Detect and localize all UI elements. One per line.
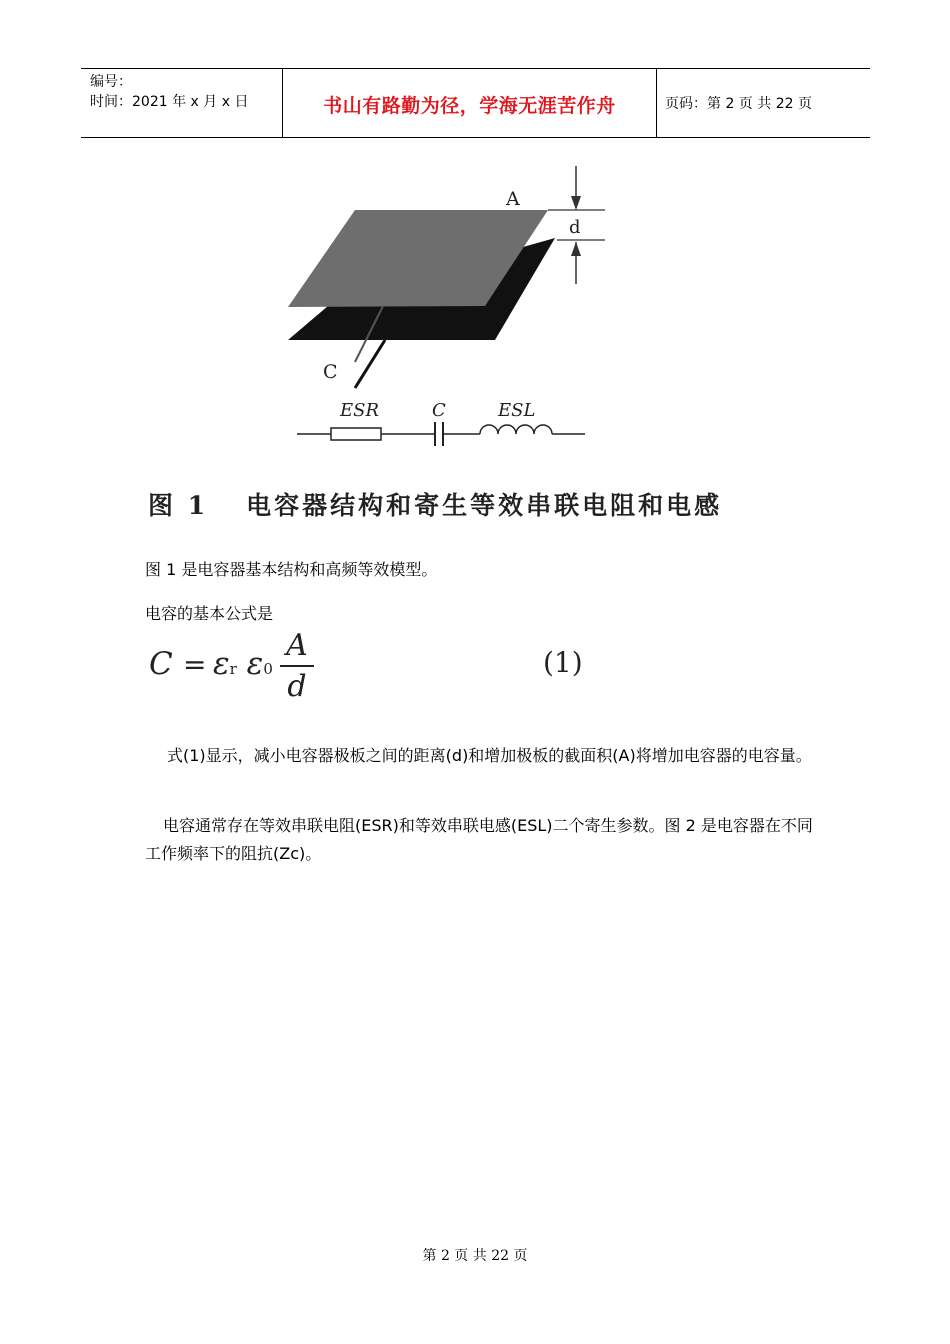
header-motto-cell (282, 69, 657, 137)
doc-time-label: 时间：2021 年 x 月 x 日 (90, 94, 249, 110)
esr-label: ESR (340, 400, 380, 421)
label-distance: d (569, 217, 581, 238)
formula-numerator: A (286, 628, 308, 663)
formula-equals: = (183, 648, 207, 681)
header-page-label: 页码：第 2 页 共 22 页 (665, 96, 812, 112)
page-header (81, 68, 870, 138)
header-page-cell (656, 69, 870, 137)
paragraph-2: 电容的基本公式是 (145, 604, 274, 623)
formula-number: (1) (543, 646, 583, 679)
capacitor-figure (145, 150, 750, 540)
header-motto: 书山有路勤为径，学海无涯苦作舟 (323, 95, 616, 117)
capacitor-diagram (145, 150, 750, 540)
circuit-c-label: C (432, 400, 446, 421)
resistor-symbol (331, 428, 381, 440)
label-area: A (506, 188, 520, 210)
formula-denominator: d (287, 669, 307, 704)
esl-label: ESL (498, 400, 536, 421)
paragraph-1: 图 1 是电容器基本结构和高频等效模型。 (145, 560, 438, 579)
formula-fraction (280, 628, 314, 704)
inductor-symbol (480, 425, 552, 434)
figure-caption-number: 图 1 (148, 491, 209, 520)
figure-caption-text: 电容器结构和寄生等效串联电阻和电感 (246, 491, 723, 520)
figure-caption (148, 486, 722, 522)
formula-lhs: C (149, 646, 173, 682)
page-footer: 第 2 页 共 22 页 (422, 1248, 528, 1264)
doc-number-label: 编号： (90, 74, 132, 90)
bottom-plate-lead (355, 340, 385, 388)
paragraph-3: 式(1)显示，减小电容器极板之间的距离(d)和增加极板的截面积(A)将增加电容器的电容量。 (167, 746, 812, 765)
paragraph-4: 电容通常存在等效串联电阻(ESR)和等效串联电感(ESL)二个寄生参数。图 2 是电容器在不同工作频率下的阻抗(Zc)。 (145, 816, 813, 863)
formula-epsilon-terms: εr ε0 (213, 646, 273, 682)
fraction-bar (280, 665, 314, 667)
header-info-cell (81, 69, 282, 137)
label-capacitance: C (323, 361, 338, 383)
capacitance-formula (145, 628, 615, 706)
